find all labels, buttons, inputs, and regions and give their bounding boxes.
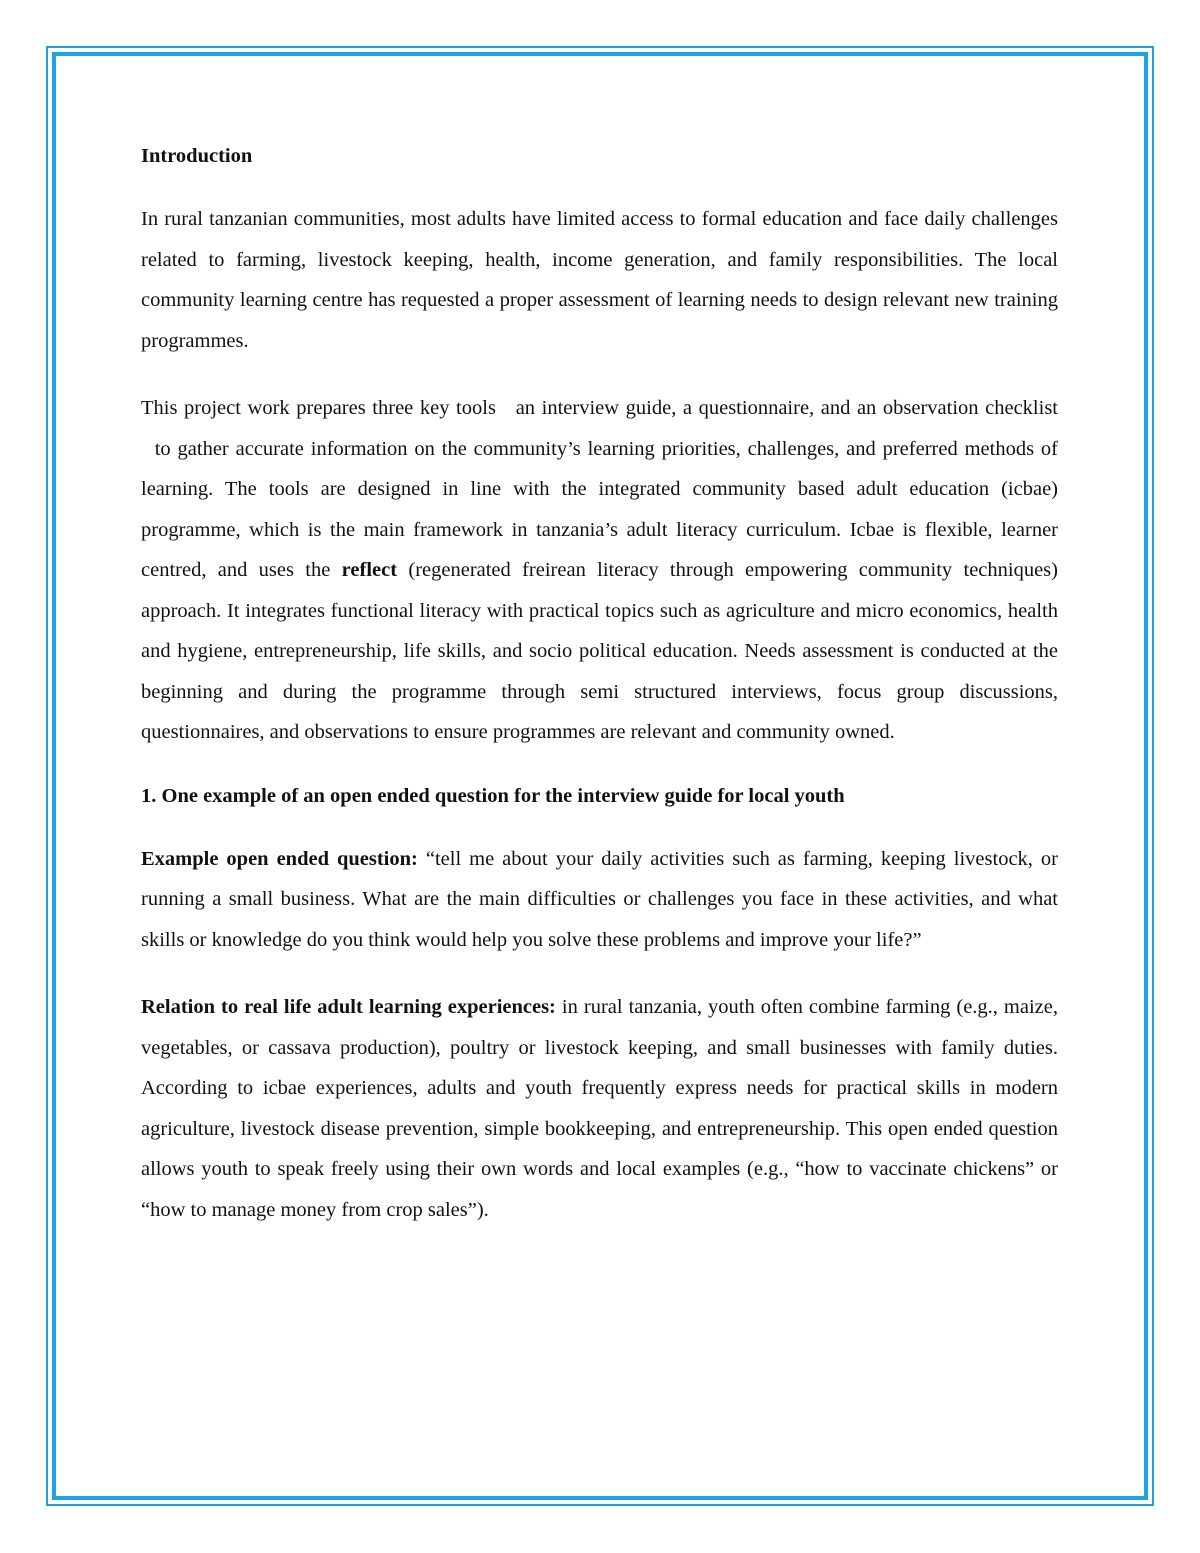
- intro-paragraph-2-part2: (regenerated freirean literacy through empowering community techniques) approach. It integrates functional literacy with practical topics such as agriculture and micro economics, health and hygiene, entrepreneurship, life skills, and socio political education. Needs assessment is conducted at the beginning and during the programme through semi structured interviews, focus group discussions, questionnaires, and observations to ensure programmes are relevant and community owned.: [141, 559, 1058, 743]
- example-label: Example open ended question:: [141, 847, 418, 870]
- intro-paragraph-1: In rural tanzanian communities, most adults have limited access to formal education and face daily challenges related to farming, livestock keeping, health, income generation, and family responsibilities. The local community learning centre has requested a proper assessment of learning needs to design relevant new training programmes.: [141, 208, 1058, 352]
- section-1-heading: 1. One example of an open ended question for the interview guide for local youth: [141, 784, 845, 807]
- example-question-paragraph: [141, 839, 1058, 961]
- relation-paragraph: [141, 987, 1058, 1230]
- relation-text: in rural tanzania, youth often combine farming (e.g., maize, vegetables, or cassava production), poultry or livestock keeping, and small businesses with family duties. According to icbae experiences, adults and youth frequently express needs for practical skills in modern agriculture, livestock disease prevention, simple bookkeeping, and entrepreneurship. This open ended question allows youth to speak freely using their own words and local examples (e.g., “how to vaccinate chickens” or “how to manage money from crop sales”).: [141, 996, 1058, 1221]
- relation-label: Relation to real life adult learning experiences:: [141, 996, 556, 1018]
- intro-paragraph-2-part1: This project work prepares three key tools an interview guide, a questionnaire, and an observation checklist to gather accurate information on the community’s learning priorities, challenges, and preferred methods of learning. The tools are designed in line with the integrated community based adult education (icbae) programme, which is the main framework in tanzania’s adult literacy curriculum. Icbae is flexible, learner centred, and uses the: [141, 397, 1058, 581]
- reflect-term: reflect: [341, 559, 398, 581]
- document-body: [141, 140, 1058, 1230]
- example-text: “tell me about your daily activities such as farming, keeping livestock, or running a small business. What are the main difficulties or challenges you face in these activities, and what skills or knowledge do you think would help you solve these problems and improve your life?”: [141, 847, 1058, 951]
- intro-paragraph-2: [141, 388, 1058, 753]
- intro-heading: Introduction: [141, 145, 253, 167]
